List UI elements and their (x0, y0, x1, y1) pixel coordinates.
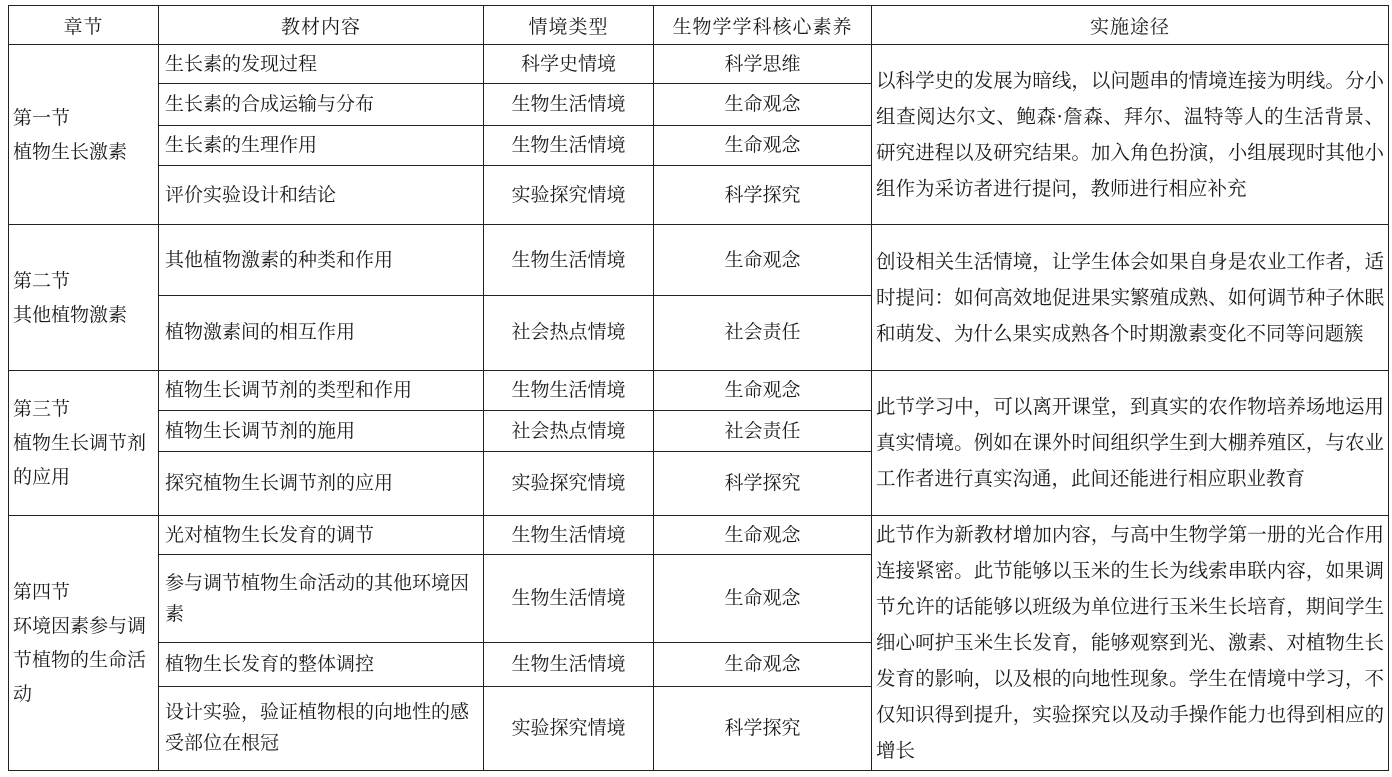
section-2-title-line2: 其他植物激素 (13, 303, 128, 326)
literacy-cell: 科学思维 (654, 45, 872, 84)
curriculum-table (8, 5, 1389, 771)
section-3-title (9, 370, 159, 515)
section-4-title-line2: 环境因素参与调节植物的生命活动 (13, 614, 147, 705)
content-cell: 植物生长调节剂的类型和作用 (159, 370, 484, 410)
literacy-cell: 科学探究 (654, 165, 872, 224)
header-literacy: 生物学学科核心素养 (654, 6, 872, 45)
header-content: 教材内容 (159, 6, 484, 45)
literacy-cell: 生命观念 (654, 84, 872, 125)
header-row (9, 6, 1389, 45)
literacy-cell: 生命观念 (654, 515, 872, 554)
section-3-title-line2: 植物生长调节剂的应用 (13, 431, 147, 488)
section-2-title (9, 225, 159, 370)
section-3-implementation: 此节学习中，可以离开课堂，到真实的农作物培养场地运用真实情境。例如在课外时间组织学生到大棚养殖区，与农业工作者进行真实沟通，此间还能进行相应职业教育 (872, 370, 1389, 515)
scenario-cell: 实验探究情境 (484, 686, 654, 770)
scenario-cell: 生物生活情境 (484, 84, 654, 125)
content-cell: 探究植物生长调节剂的应用 (159, 452, 484, 516)
content-cell: 评价实验设计和结论 (159, 165, 484, 224)
literacy-cell: 生命观念 (654, 643, 872, 687)
table-row (9, 45, 1389, 84)
content-cell: 植物生长调节剂的施用 (159, 410, 484, 451)
scenario-cell: 生物生活情境 (484, 555, 654, 643)
content-cell: 参与调节植物生命活动的其他环境因素 (159, 555, 484, 643)
literacy-cell: 社会责任 (654, 296, 872, 371)
scenario-cell: 实验探究情境 (484, 452, 654, 516)
section-2-implementation: 创设相关生活情境，让学生体会如果自身是农业工作者，适时提问：如何高效地促进果实繁殖成熟、如何调节种子休眠和萌发、为什么果实成熟各个时期激素变化不同等问题簇 (872, 225, 1389, 370)
literacy-cell: 生命观念 (654, 555, 872, 643)
literacy-cell: 生命观念 (654, 125, 872, 165)
header-implementation: 实施途径 (872, 6, 1389, 45)
content-cell: 植物生长发育的整体调控 (159, 643, 484, 687)
scenario-cell: 生物生活情境 (484, 125, 654, 165)
scenario-cell: 科学史情境 (484, 45, 654, 84)
scenario-cell: 社会热点情境 (484, 410, 654, 451)
table-row (9, 225, 1389, 296)
section-1-title (9, 45, 159, 225)
literacy-cell: 生命观念 (654, 225, 872, 296)
content-cell: 设计实验，验证植物根的向地性的感受部位在根冠 (159, 686, 484, 770)
content-cell: 其他植物激素的种类和作用 (159, 225, 484, 296)
table-row (9, 515, 1389, 554)
content-cell: 生长素的生理作用 (159, 125, 484, 165)
scenario-cell: 生物生活情境 (484, 643, 654, 687)
literacy-cell: 社会责任 (654, 410, 872, 451)
section-4-title (9, 515, 159, 770)
section-1-implementation: 以科学史的发展为暗线，以问题串的情境连接为明线。分小组查阅达尔文、鲍森·詹森、拜尔、温特等人的生活背景、研究进程以及研究结果。加入角色扮演，小组展现时其他小组作为采访者进行提问，教师进行相应补充 (872, 45, 1389, 225)
header-scenario: 情境类型 (484, 6, 654, 45)
scenario-cell: 生物生活情境 (484, 225, 654, 296)
literacy-cell: 生命观念 (654, 370, 872, 410)
content-cell: 植物激素间的相互作用 (159, 296, 484, 371)
scenario-cell: 社会热点情境 (484, 296, 654, 371)
scenario-cell: 实验探究情境 (484, 165, 654, 224)
section-4-implementation: 此节作为新教材增加内容，与高中生物学第一册的光合作用连接紧密。此节能够以玉米的生长为线索串联内容，如果调节允许的话能够以班级为单位进行玉米生长培育，期间学生细心呵护玉米生长发育，能够观察到光、激素、对植物生长发育的影响，以及根的向地性现象。学生在情境中学习，不仅知识得到提升，实验探究以及动手操作能力也得到相应的增长 (872, 515, 1389, 770)
content-cell: 生长素的发现过程 (159, 45, 484, 84)
section-2-title-line1: 第二节 (13, 269, 71, 292)
literacy-cell: 科学探究 (654, 452, 872, 516)
section-3-title-line1: 第三节 (13, 397, 71, 420)
content-cell: 生长素的合成运输与分布 (159, 84, 484, 125)
table-row (9, 370, 1389, 410)
header-chapter: 章节 (9, 6, 159, 45)
content-cell: 光对植物生长发育的调节 (159, 515, 484, 554)
section-1-title-line2: 植物生长激素 (13, 140, 128, 163)
scenario-cell: 生物生活情境 (484, 515, 654, 554)
literacy-cell: 科学探究 (654, 686, 872, 770)
section-4-title-line1: 第四节 (13, 580, 71, 603)
section-1-title-line1: 第一节 (13, 106, 71, 129)
scenario-cell: 生物生活情境 (484, 370, 654, 410)
